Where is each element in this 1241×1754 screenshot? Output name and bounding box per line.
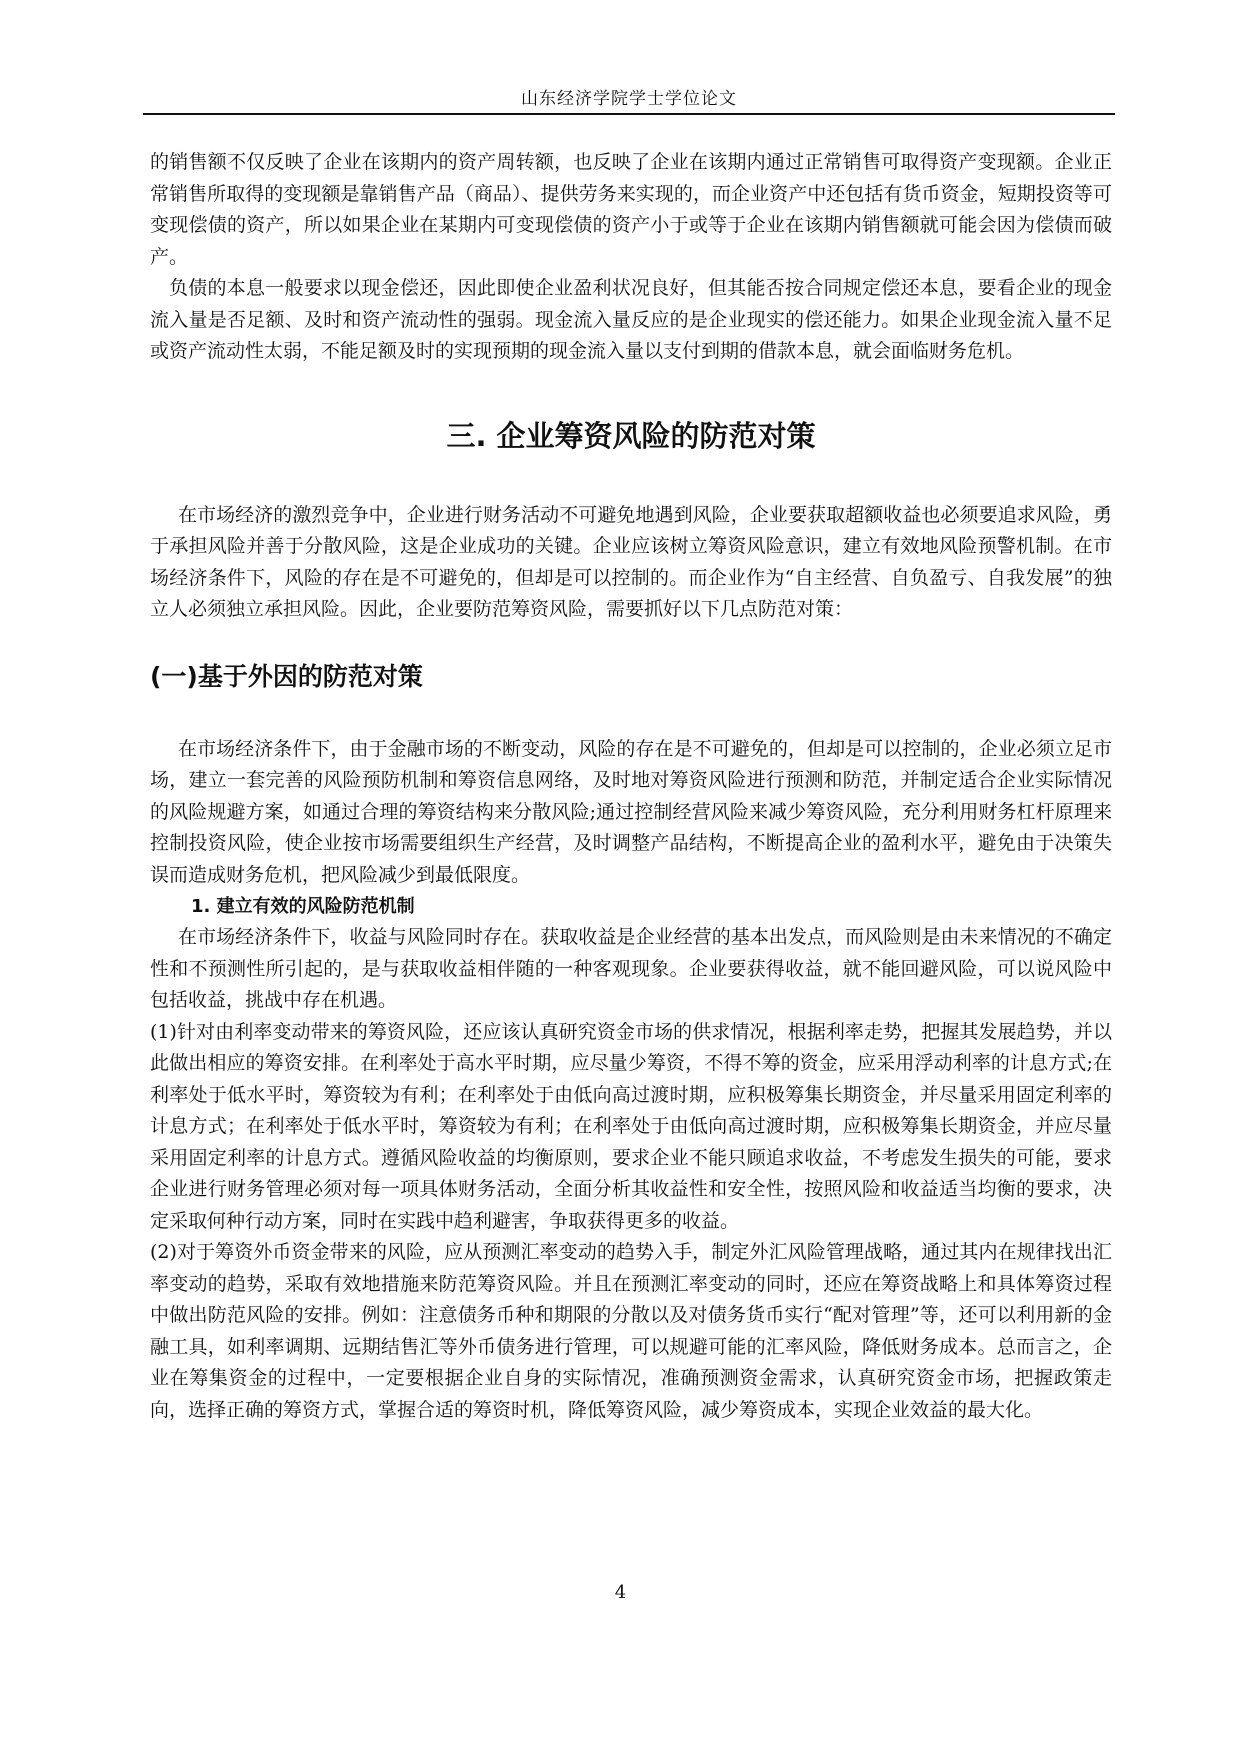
- paragraph-debt-repayment: 负债的本息一般要求以现金偿还，因此即使企业盈利状况良好，但其能否按合同规定偿还本息，要看企业的现金流入量是否足额、及时和资产流动性的强弱。现金流入量反应的是企业现实的偿还能力。如果企业现金流入量不足或资产流动性太弱，不能足额及时的实现预期的现金流入量以支付到期的借款本息，就会面临财务危机。: [150, 277, 1112, 362]
- item-title: 1. 建立有效的风险防范机制: [191, 896, 415, 917]
- paragraph-external-factors: 在市场经济条件下，由于金融市场的不断变动，风险的存在是不可避免的，但却是可以控制的，企业必须立足市场，建立一套完善的风险预防机制和筹资信息网络，及时地对筹资风险进行预测和防范，并制定适合企业实际情况的风险规避方案，如通过合理的筹资结构来分散风险;通过控制经营风险来减少筹资风险，充分利用财务杠杆原理来控制投资风险，使企业按市场需要组织生产经营，及时调整产品结构，不断提高企业的盈利水平，避免由于决策失误而造成财务危机，把风险减少到最低限度。: [150, 737, 1112, 886]
- page-content: [150, 147, 1112, 1426]
- paragraph-risk-mechanism: 在市场经济条件下，收益与风险同时存在。获取收益是企业经营的基本出发点，而风险则是由未来情况的不确定性和不预测性所引起的，是与获取收益相伴随的一种客观现象。企业要获得收益，就不能回避风险，可以说风险中包括收益，挑战中存在机遇。: [150, 926, 1112, 1011]
- spacer: [150, 626, 1112, 660]
- paragraph-sales-liquidity: 的销售额不仅反映了企业在该期内的资产周转额，也反映了企业在该期内通过正常销售可取得资产变现额。企业正常销售所取得的变现额是靠销售产品（商品）、提供劳务来实现的，而企业资产中还包括有货币资金，短期投资等可变现偿债的资产，所以如果企业在某期内可变现偿债的资产小于或等于企业在该期内销售额就可能会因为偿债而破产。: [150, 151, 1112, 268]
- subsection-title: (一)基于外因的防范对策: [150, 661, 423, 691]
- running-header: 山东经济学院学士学位论文: [521, 89, 737, 109]
- paragraph-exchange-rate-risk: (2)对于筹资外币资金带来的风险，应从预测汇率变动的趋势入手，制定外汇风险管理战略，通过其内在规律找出汇率变动的趋势，采取有效地措施来防范筹资风险。并且在预测汇率变动的同时，还应在筹资战略上和具体筹资过程中做出防范风险的安排。例如：注意债务币种和期限的分散以及对债务货币实行“配对管理”等，还可以利用新的金融工具，如利率调期、远期结售汇等外币债务进行管理，可以规避可能的汇率风险，降低财务成本。总而言之，企业在筹集资金的过程中，一定要根据企业自身的实际情况，准确预测资金需求，认真研究资金市场，把握政策走向，选择正确的筹资方式，掌握合适的筹资时机，降低筹资风险，减少筹资成本，实现企业效益的最大化。: [150, 1241, 1112, 1421]
- spacer: [150, 456, 1112, 500]
- spacer: [150, 368, 1112, 416]
- page-number: 4: [614, 1582, 627, 1603]
- header-rule: [143, 113, 1115, 115]
- spacer: [150, 694, 1112, 734]
- paragraph-interest-rate-risk: (1)针对由利率变动带来的筹资风险，还应该认真研究资金市场的供求情况，根据利率走势，把握其发展趋势，并以此做出相应的筹资安排。在利率处于高水平时期，应尽量少筹资，不得不筹的资金，应采用浮动利率的计息方式;在利率处于低水平时，筹资较为有利；在利率处于由低向高过渡时期，应积极筹集长期资金，并尽量采用固定利率的计息方式；在利率处于低水平时，筹资较为有利；在利率处于由低向高过渡时期，应积极筹集长期资金，并应尽量采用固定利率的计息方式。遵循风险收益的均衡原则，要求企业不能只顾追求收益，不考虑发生损失的可能，要求企业进行财务管理必须对每一项具体财务活动，全面分析其收益性和安全性，按照风险和收益适当均衡的要求，决定采取何种行动方案，同时在实践中趋利避害，争取获得更多的收益。: [150, 1020, 1112, 1232]
- section-title: 三. 企业筹资风险的防范对策: [446, 418, 816, 453]
- paragraph-section-intro: 在市场经济的激烈竞争中，企业进行财务活动不可避免地遇到风险，企业要获取超额收益也必须要追求风险，勇于承担风险并善于分散风险，这是企业成功的关键。企业应该树立筹资风险意识，建立有效地风险预警机制。在市场经济条件下，风险的存在是不可避免的，但却是可以控制的。而企业作为“自主经营、自负盈亏、自我发展”的独立人必须独立承担风险。因此，企业要防范筹资风险，需要抓好以下几点防范对策：: [150, 503, 1112, 620]
